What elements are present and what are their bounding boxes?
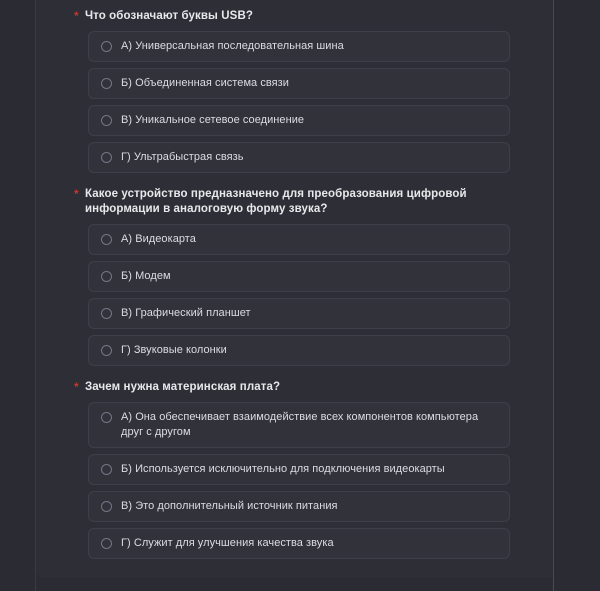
radio-button-icon[interactable] bbox=[101, 501, 112, 512]
required-asterisk-icon: * bbox=[74, 187, 79, 201]
quiz-form-panel bbox=[36, 0, 553, 578]
required-asterisk-icon: * bbox=[74, 9, 79, 23]
question-title bbox=[74, 380, 517, 395]
panel-right-divider bbox=[553, 0, 554, 591]
option-row[interactable] bbox=[88, 528, 510, 559]
radio-button-icon[interactable] bbox=[101, 271, 112, 282]
required-asterisk-icon: * bbox=[74, 380, 79, 394]
radio-button-icon[interactable] bbox=[101, 538, 112, 549]
option-list bbox=[74, 224, 543, 366]
option-row[interactable] bbox=[88, 142, 510, 173]
question-title bbox=[74, 187, 517, 217]
option-label: Г) Звуковые колонки bbox=[121, 344, 227, 356]
radio-button-icon[interactable] bbox=[101, 152, 112, 163]
question-text: Что обозначают буквы USB? bbox=[85, 10, 253, 22]
option-row[interactable] bbox=[88, 31, 510, 62]
question-list bbox=[36, 0, 553, 559]
option-row[interactable] bbox=[88, 298, 510, 329]
radio-button-icon[interactable] bbox=[101, 234, 112, 245]
option-row[interactable] bbox=[88, 224, 510, 255]
option-label: Б) Используется исключительно для подключения видеокарты bbox=[121, 463, 445, 475]
option-row[interactable] bbox=[88, 105, 510, 136]
question-block bbox=[74, 380, 543, 559]
radio-button-icon[interactable] bbox=[101, 345, 112, 356]
option-label: Г) Ультрабыстрая связь bbox=[121, 151, 244, 163]
option-label: Б) Модем bbox=[121, 270, 171, 282]
option-label: В) Это дополнительный источник питания bbox=[121, 500, 338, 512]
radio-button-icon[interactable] bbox=[101, 115, 112, 126]
radio-button-icon[interactable] bbox=[101, 308, 112, 319]
option-row[interactable] bbox=[88, 335, 510, 366]
radio-button-icon[interactable] bbox=[101, 41, 112, 52]
option-label: В) Уникальное сетевое соединение bbox=[121, 114, 305, 126]
question-block bbox=[74, 9, 543, 173]
question-text: Какое устройство предназначено для преобразования цифровой информации в аналоговую форму звука? bbox=[85, 188, 467, 215]
option-label: Г) Служит для улучшения качества звука bbox=[121, 537, 334, 549]
question-text: Зачем нужна материнская плата? bbox=[85, 381, 281, 393]
option-label: А) Универсальная последовательная шина bbox=[121, 40, 344, 52]
radio-button-icon[interactable] bbox=[101, 464, 112, 475]
question-block bbox=[74, 187, 543, 366]
question-title bbox=[74, 9, 517, 24]
option-row[interactable] bbox=[88, 454, 510, 485]
option-list bbox=[74, 31, 543, 173]
radio-button-icon[interactable] bbox=[101, 78, 112, 89]
option-row[interactable] bbox=[88, 402, 510, 448]
option-row[interactable] bbox=[88, 261, 510, 292]
option-label: В) Графический планшет bbox=[121, 307, 251, 319]
option-list bbox=[74, 402, 543, 559]
option-row[interactable] bbox=[88, 68, 510, 99]
option-label: Б) Объединенная система связи bbox=[121, 77, 289, 89]
option-label: А) Она обеспечивает взаимодействие всех компонентов компьютера друг с другом bbox=[121, 411, 479, 438]
option-label: А) Видеокарта bbox=[121, 233, 196, 245]
radio-button-icon[interactable] bbox=[101, 412, 112, 423]
option-row[interactable] bbox=[88, 491, 510, 522]
